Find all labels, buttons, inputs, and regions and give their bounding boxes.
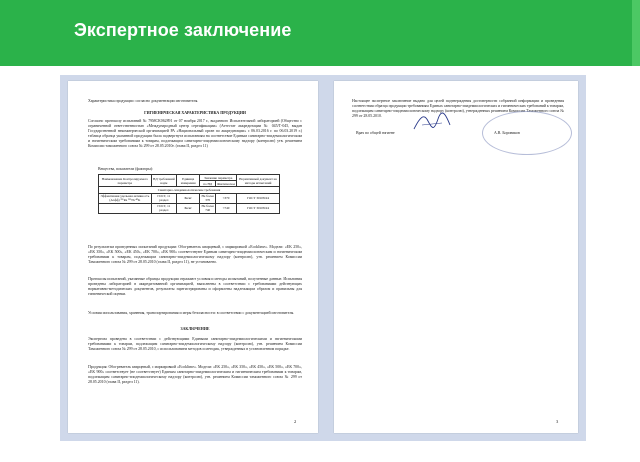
signer-name: А.В. Боровиков bbox=[494, 131, 520, 135]
table-subheader-cell: Фактическое bbox=[216, 181, 236, 186]
page-number: 3 bbox=[556, 419, 559, 424]
table-header-cell: Нормативный документ на методы испытаний bbox=[237, 175, 280, 187]
hygiene-section-title: ГИГИЕНИЧЕСКАЯ ХАРАКТЕРИСТИКА ПРОДУКЦИИ bbox=[144, 111, 246, 115]
table-header-cell: Наименование Контролируемого параметра bbox=[99, 175, 152, 187]
table-cell: Бк/кг bbox=[176, 193, 200, 203]
table-header-cell: Значение параметра bbox=[200, 175, 237, 181]
table-cell: <370 bbox=[215, 193, 236, 203]
table-cell: Бк/кг bbox=[176, 203, 200, 213]
usage-conditions: Условия использования, хранения, транспортирования и меры безопасности: в соответствии с документацией изготовителя. bbox=[88, 311, 295, 315]
document-page-right bbox=[334, 81, 578, 433]
conclusion-paragraph: Экспертиза проведена в соответствии с действующими Едиными санитарно-эпидемиологическими и гигиеническими требованиями к товарам, подлежащим санитарно-эпидемиологическому надзору (контролю), утв. решением Комиссии Таможенного союза № 299 от 28.05.2010, с использованием методов и методик, утвержденных в установленном порядке. bbox=[88, 337, 302, 351]
table-cell: ГОСТ, 11 раздел bbox=[151, 203, 176, 213]
page-number: 2 bbox=[294, 419, 297, 424]
conclusion-title: ЗАКЛЮЧЕНИЕ bbox=[180, 327, 210, 331]
table-group-cell: Санитарно-эпидемиологические требования bbox=[99, 187, 280, 193]
table-header-cell: Единица измерения bbox=[176, 175, 200, 187]
table-cell: Эффективная удельная активность (Аэфф) ²²⁶Ra ²³²Th ⁴⁰K bbox=[100, 194, 150, 203]
table-header-cell: НД требований норм bbox=[151, 175, 176, 187]
document-page-left bbox=[68, 81, 318, 433]
header-accent-stripe bbox=[632, 0, 640, 66]
table-row bbox=[99, 203, 280, 213]
results-table bbox=[98, 174, 280, 214]
table-cell bbox=[99, 203, 152, 213]
table-subheader-cell: по НД bbox=[200, 181, 216, 187]
product-conclusion: Продукция: Обогреватель кварцевый, с маркировкой «Ecoklime». Модели: «EK 250», «EK 350», «EK 450», «EK 500», «EK 700», «EK 900» соответствует (не соответствует) Единым санитарно-эпидемиологическим и гигиеническим требованиям к товарам, подлежащим санитарно-эпидемиологическому надзору (контролю), утв. решением Комиссии таможенного союза № 299 от 28.05.2010 (глава II, раздел 11). bbox=[88, 365, 302, 384]
product-characteristic: Характеристика продукции: согласно документации изготовителя. bbox=[88, 99, 199, 103]
table-cell: ГОСТ 30108-94 bbox=[237, 203, 280, 213]
issuance-statement: Настоящее экспертное заключение выдано для целей подтверждения достоверности собранной информации и проведения соответствия образца продукции требованиям Единых санитарно-эпидемиологических и гигиенических требований к товарам, подлежащим санитарно-эпидемиологическому надзору (контролю), утвержденных решением Комиссии Таможенного союза № 299 от 28.05.2010. bbox=[352, 99, 564, 118]
signer-role: Врач по общей гигиене bbox=[356, 131, 395, 135]
protocols-paragraph: Протоколы испытаний, указанные образцы продукции отражают условия и методы испытаний, полученные данные. Испытания проведены лабораторией в аккредитованной организацией, выполнены в соответствии с требованиями действующих нормативно-методических документов, результаты зарегистрированы и оформлены надлежащим образом и правильны для гигиенической оценки. bbox=[88, 277, 302, 296]
page-title: Экспертное заключение bbox=[74, 20, 292, 40]
document-spread bbox=[60, 75, 586, 441]
table-caption: Вещества, показатели (факторы): bbox=[98, 167, 154, 171]
table-cell: Не более 740 bbox=[201, 204, 214, 213]
table-cell: <740 bbox=[215, 203, 236, 213]
test-protocol-paragraph: Согласно протоколу испытаний № 79МСК062891 от 07 ноября 2017 г., выданного Испытательной лабораторией (Общество с ограниченной ответственностью «Международный центр сертификации» (Аттестат аккредитации № 045/Т-045, выдан Государственной некоммерческой организацией РА «Национальный орган по аккредитации» с 06.03.2016 г. по 06.03.2019 г.) таблица образца указанной продукции была подвергнута испытаниям на соответствие Единым санитарно-эпидемиологическим и гигиеническим требованиям к товарам, подлежащим санитарно-эпидемиологическому надзору (контролю) утв. решением Комиссии таможенного союза № 299 от 28.05.2010г. (глава II, раздел 11) bbox=[88, 119, 302, 148]
test-results-paragraph: По результатам проведенных испытаний продукции: Обогреватель кварцевый, с маркировкой «Ecoklime». Модели: «EK 250», «EK 350», «EK 500», «EK 450», «EK 700», «EK 900» соответствуют Единым санитарно-эпидемиологическим и гигиеническим требованиям к товарам, подлежащим санитарно-эпидемиологическому надзору (контролю), утв. решением Комиссии Таможенного союза № 299 от 28.05.2010 (глава II, раздел 11), не установлено. bbox=[88, 245, 302, 264]
table-header-row bbox=[99, 175, 280, 181]
table-row bbox=[99, 193, 280, 203]
signature-icon bbox=[412, 111, 452, 133]
header-banner bbox=[0, 0, 640, 66]
table-cell: ГОСТ 30108-94 bbox=[237, 193, 280, 203]
table-cell: Не более 370 bbox=[201, 194, 214, 203]
table-cell: ГОСТ, 11 раздел bbox=[151, 193, 176, 203]
